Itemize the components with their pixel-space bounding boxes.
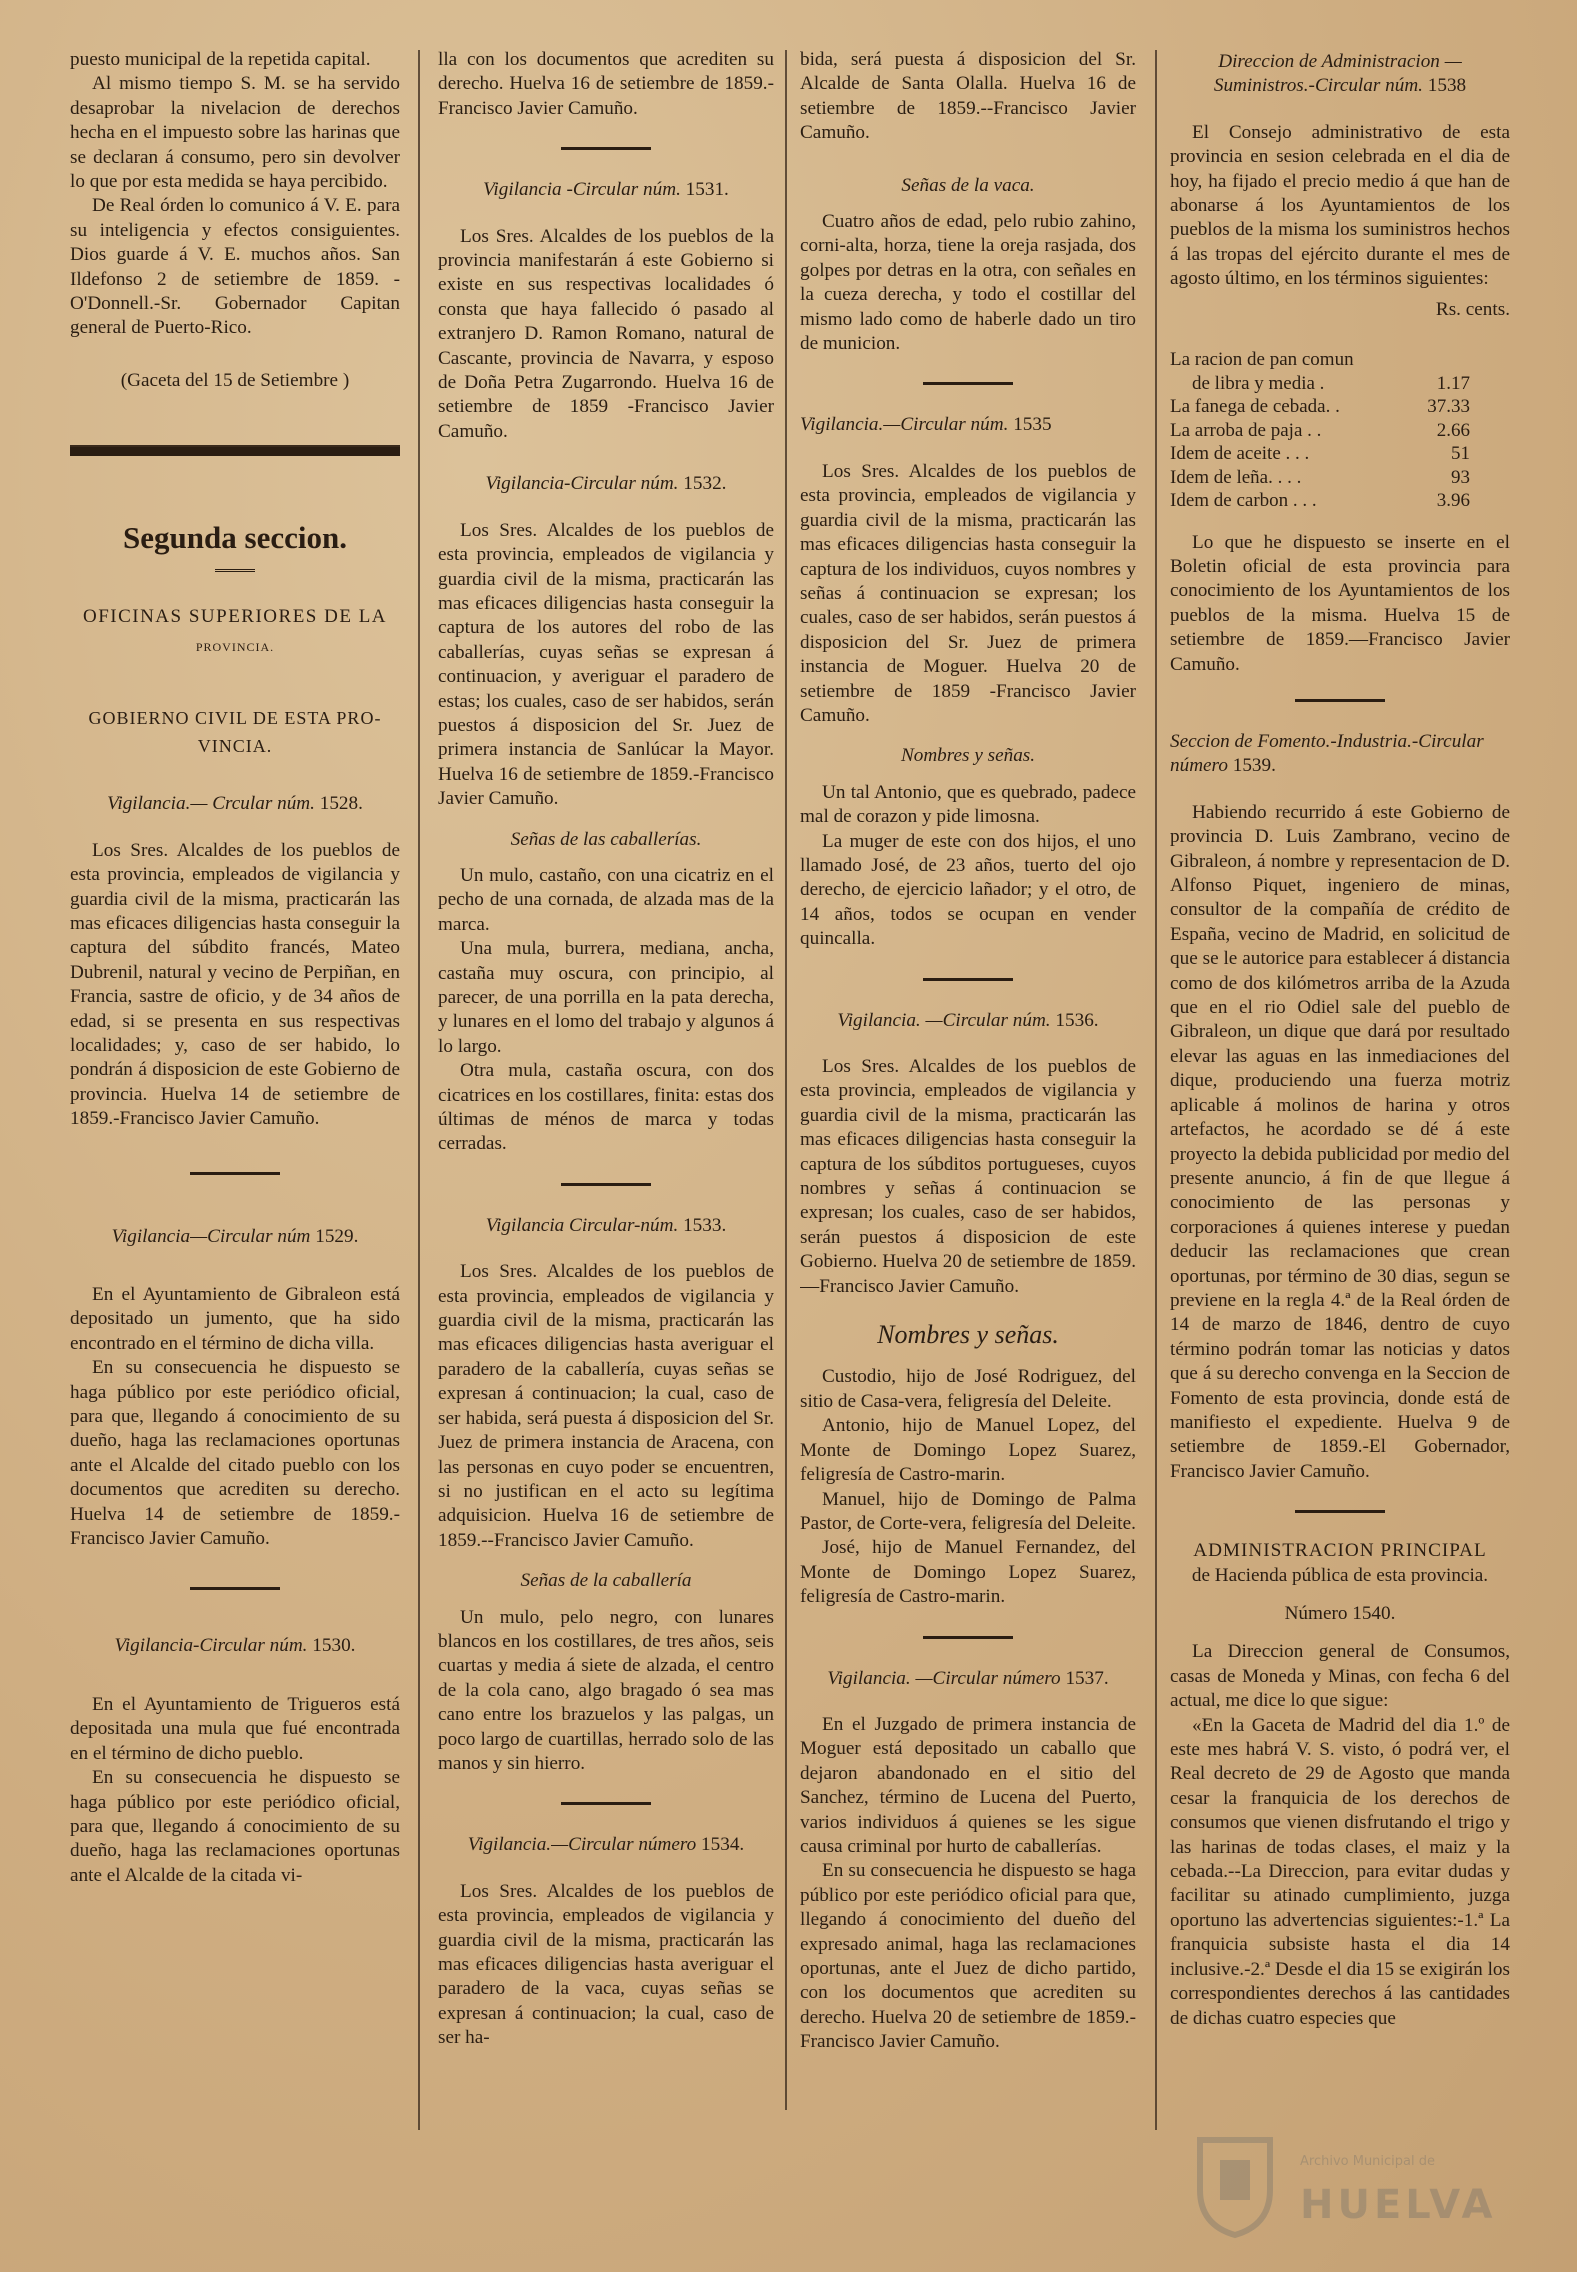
paragraph: Los Sres. Alcaldes de los pueblos de esta provincia, empleados de vigilancia y guardia civil de la misma, practicarán las mas eficaces diligencias hasta averiguar el paradero de la caballería, cuyas señas se expresan á continuacion; la cual, caso de ser habida, será puesta á disposicion del Sr. Juez de primera instancia de Aracena, con las personas en cuyo poder se encuentren, si no justifican en el acto su legítima adquisicion. Huelva 16 de setiembre de 1859.--Francisco Javier Camuño.	[438, 1261, 774, 1551]
subheading: Señas de la caballería	[520, 1570, 692, 1592]
paragraph: Un tal Antonio, que es quebrado, padece mal de corazon y pide limosna.	[800, 781, 1136, 828]
column-3	[800, 48, 1136, 2198]
circular-heading	[1170, 50, 1510, 99]
paragraph: Habiendo recurrido á este Gobierno de provincia D. Luis Zambrano, vecino de Gibraleon, á nombre y representacion de D. Alfonso Piquet, ingeniero de minas, consultor de la compañía de crédito de España, vecino de Madrid, en solicitud de que se le autorice para establecer á distancia como de dos kilómetros arriba de la Azuda que en el rio Odiel sale del pueblo de Gibraleon, un dique que dará por resultado elevar las aguas en las inmediaciones del dique, produciendo una fuerza motriz aplicable á molinos de harina y otros artefactos, he acordado se dé á este proyecto la debida publicidad por medio del presente anuncio, á fin de que llegue á conocimiento de las personas y corporaciones á quienes interese y puedan deducir las reclamaciones que crean oportunas, por término de 30 dias, segun se previene en la regla 4.ª de la Real órden de 14 de marzo de 1846, dentro de cuyo término podrán tomar las noticias y datos que á su derecho convenga en la Seccion de Fomento de esta provincia, donde está de manifiesto el expediente. Huelva 9 de setiembre de 1859.-El Gobernador, Francisco Javier Camuño.	[1170, 801, 1510, 1482]
paragraph: La Direccion general de Consumos, casas de Moneda y Minas, con fecha 6 del actual, me dice lo que sigue:	[1170, 1641, 1510, 1712]
price-item: La arroba de paja . .	[1170, 419, 1322, 441]
paragraph: La muger de este con dos hijos, el uno llamado José, de 23 años, tuerto del ojo derecho, de ejercicio lañador; y el otro, de 14 años, todos se ocupan en vender quincalla.	[800, 830, 1136, 950]
paragraph: Antonio, hijo de Manuel Lopez, del Monte de Domingo Lopez Suarez, feligresía de Castro-marin.	[800, 1415, 1136, 1486]
watermark-title: HUELVA	[1300, 2182, 1497, 2228]
price-item: Idem de leña. . . .	[1170, 466, 1302, 488]
circular-number: 1532.	[683, 473, 727, 495]
offices-heading: OFICINAS SUPERIORES DE LA	[82, 605, 388, 627]
circular-label: Vigilancia.— Crcular núm.	[107, 793, 315, 815]
column-2	[438, 48, 774, 2198]
paragraph: Lo que he dispuesto se inserte en el Boletin oficial de esta provincia para conocimiento de los Ayuntamientos de los pueblos de la misma. Huelva 15 de setiembre de 1859.—Francisco Javier Camuño.	[1170, 531, 1510, 675]
paragraph: En el Juzgado de primera instancia de Moguer está depositado un caballo que dejaron abandonado en el sitio del Sanchez, término de Lucena del Puerto, varios individuos á quienes se les sigue causa criminal por hurto de caballerías.	[800, 1713, 1136, 1857]
subheading: Señas de la vaca.	[901, 174, 1035, 196]
column-1	[70, 48, 400, 2198]
names-heading: Nombres y señas.	[877, 1320, 1059, 1350]
gobierno-heading	[70, 706, 400, 759]
price-table	[1170, 348, 1510, 513]
column-divider	[1155, 50, 1157, 2130]
circular-heading	[800, 1009, 1136, 1033]
circular-label: Vigilancia—Circular núm	[111, 1225, 311, 1247]
circular-label: Vigilancia. —Circular número	[827, 1667, 1061, 1689]
short-rule	[923, 978, 1013, 981]
paragraph: Al mismo tiempo S. M. se ha servido desaprobar la nivelacion de derechos hecha en el impuesto sobre las harinas que se declaran á consumo, pero sin devolver lo que por esta medida se haya percibido.	[70, 73, 400, 193]
number-heading: Número 1540.	[1284, 1603, 1396, 1624]
admin-heading: ADMINISTRACION PRINCIPAL	[1193, 1540, 1487, 1562]
paragraph: lla con los documentos que acrediten su derecho. Huelva 16 de setiembre de 1859.-Francisco Javier Camuño.	[438, 49, 774, 119]
paragraph: De Real órden lo comunico á V. E. para su inteligencia y efectos consiguientes. Dios guarde á V. E. muchos años. San Ildefonso 2 de setiembre de 1859. -O'Donnell.-Sr. Gobernador Capitan general de Puerto-Rico.	[70, 195, 400, 339]
circular-heading	[70, 1634, 400, 1658]
price-item: La racion de pan comun	[1170, 349, 1354, 371]
circular-label: Vigilancia-Circular núm.	[485, 473, 679, 495]
circular-label: Seccion de Fomento.-Industria.-Circular número	[1170, 731, 1484, 777]
circular-heading	[800, 413, 1136, 437]
archive-watermark	[1190, 2130, 1520, 2240]
circular-heading	[70, 1225, 400, 1249]
paragraph: «En la Gaceta de Madrid del dia 1.º de este mes habrá V. S. visto, ó podrá ver, el Real decreto de 29 de Agosto que manda cesar la franquicia de los derechos de consumos que vienen disfrutando el trigo y las harinas de todas clases, el maiz y la cebada.--La Direccion, para evitar dudas y facilitar su atinado cumplimiento, juzga oportuno las advertencias siguientes:-1.ª La franquicia subsiste hasta el dia 14 inclusive.-2.ª Desde el dia 15 se exigirán los correspondientes derechos á las cantidades de dichas cuatro especies que	[1170, 1714, 1510, 2029]
paragraph: Los Sres. Alcaldes de los pueblos de esta provincia, empleados de vigilancia y guardia civil de la misma, practicarán las mas eficaces diligencias hasta conseguir la captura del súbdito francés, Mateo Dubrenil, natural y vecino de Perpiñan, en Francia, sastre de oficio, y de 34 años de edad, si se presenta en sus respectivas localidades; y, caso de ser habido, lo pondrán á disposicion de este Gobierno de provincia. Huelva 14 de setiembre de 1859.-Francisco Javier Camuño.	[70, 839, 400, 1130]
admin-subheading: de Hacienda pública de esta provincia.	[1191, 1564, 1489, 1586]
watermark-subtitle: Archivo Municipal de	[1300, 2154, 1436, 2169]
gobierno-line-2: VINCIA.	[197, 735, 273, 756]
short-rule	[923, 1636, 1013, 1639]
circular-number: 1533.	[683, 1214, 727, 1236]
circular-number: 1530.	[312, 1635, 356, 1657]
price-header: Rs. cents.	[1435, 298, 1510, 320]
gazette-source: (Gaceta del 15 de Setiembre )	[120, 369, 350, 391]
price-value: 3.96	[1436, 490, 1470, 512]
short-rule	[561, 1183, 651, 1186]
column-divider	[418, 50, 420, 2130]
price-value: 1.17	[1436, 372, 1470, 394]
paragraph: Los Sres. Alcaldes de los pueblos de esta provincia, empleados de vigilancia y guardia civil de la misma, practicarán las mas eficaces diligencias hasta conseguir la captura de los autores del robo de las caballerías, cuyas señas se expresan á continuacion, y averiguar el paradero de estas; los cuales, caso de ser habidos, serán puestos á disposicion del Sr. Juez de primera instancia de Sanlúcar la Mayor. Huelva 16 de setiembre de 1859.-Francisco Javier Camuño.	[438, 519, 774, 810]
paragraph: En el Ayuntamiento de Trigueros está depositada una mula que fué encontrada en el término de dicho pueblo.	[70, 1693, 400, 1764]
paragraph: Manuel, hijo de Domingo de Palma Pastor, de Corte-vera, feligresía del Deleite.	[800, 1488, 1136, 1534]
paragraph: Cuatro años de edad, pelo rubio zahino, corni-alta, horza, tiene la oreja rasjada, dos golpes por detras en la otra, con señales en la cueza derecha, y todo el costillar del mismo lado como de haberle dado un tiro de municion.	[800, 211, 1136, 355]
circular-heading	[438, 1214, 774, 1238]
gobierno-line-1: GOBIERNO CIVIL DE ESTA PRO-	[88, 707, 382, 728]
price-value: 51	[1451, 443, 1470, 465]
price-value: 93	[1451, 466, 1470, 488]
province-heading: PROVINCIA.	[195, 640, 275, 655]
short-rule	[190, 1172, 280, 1175]
ornament-dash	[215, 569, 255, 575]
short-rule	[1295, 1510, 1385, 1513]
paragraph: Custodio, hijo de José Rodriguez, del sitio de Casa-vera, feligresía del Deleite.	[800, 1366, 1136, 1412]
paragraph: Los Sres. Alcaldes de los pueblos de esta provincia, empleados de vigilancia y guardia civil de la misma, practicarán las mas eficaces diligencias hasta averiguar el paradero de la vaca, cuyas señas se expresan á continuacion; la cual, caso de ser ha-	[438, 1880, 774, 2049]
circular-number: 1536.	[1055, 1009, 1099, 1031]
circular-heading	[70, 792, 400, 816]
section-rule	[70, 445, 400, 456]
paragraph: En su consecuencia he dispuesto se haga público por este periódico oficial, para que, llegando á conocimiento de su dueño, haga las reclamaciones oportunas ante el Alcalde del citado pueblo con los documentos que acrediten su derecho. Huelva 14 de setiembre de 1859.-Francisco Javier Camuño.	[70, 1357, 400, 1550]
short-rule	[190, 1587, 280, 1590]
paragraph: En el Ayuntamiento de Gibraleon está depositado un jumento, que ha sido encontrado en el término de dicha villa.	[70, 1284, 400, 1354]
circular-heading	[438, 472, 774, 496]
paragraph: Los Sres. Alcaldes de los pueblos de la provincia manifestarán á este Gobierno si existe en sus respectivas localidades ó consta que haya fallecido ó pasado al extranjero D. Ramon Romano, natural de Cascante, provincia de Navarra, y esposo de Doña Petra Zugarrondo. Huelva 16 de setiembre de 1859 -Francisco Javier Camuño.	[438, 225, 774, 442]
subheading: Señas de las caballerías.	[510, 828, 702, 850]
circular-label: Vigilancia.—Circular núm.	[800, 414, 1009, 436]
paragraph: Una mula, burrera, mediana, ancha, castaña muy oscura, con principio, al parecer, de una porrilla en la pata derecha, y lunares en el lomo del trabajo y algunos á lo largo.	[438, 938, 774, 1057]
paragraph: El Consejo administrativo de esta provincia en sesion celebrada en el dia de hoy, ha fijado el precio medio á que han de abonarse á los Ayuntamientos de los pueblos de la misma los suministros hechos á las tropas del ejército durante el mes de agosto último, en los términos siguientes:	[1170, 121, 1510, 290]
circular-number: 1528.	[319, 793, 363, 815]
circular-number: 1535	[1013, 414, 1052, 436]
circular-heading	[438, 178, 774, 202]
price-item: Idem de aceite . . .	[1170, 443, 1310, 465]
price-row	[1170, 395, 1510, 419]
circular-number: 1534.	[701, 1834, 745, 1856]
paragraph: puesto municipal de la repetida capital.	[70, 49, 371, 70]
coat-of-arms-icon	[1190, 2130, 1280, 2240]
circular-label: Vigilancia-Circular núm.	[114, 1635, 308, 1657]
column-4	[1170, 48, 1510, 2198]
circular-label: Vigilancia Circular-núm.	[485, 1214, 679, 1236]
paragraph: José, hijo de Manuel Fernandez, del Monte de Domingo Lopez Suarez, feligresía de Castro-marin.	[800, 1537, 1136, 1608]
paragraph: En su consecuencia he dispuesto se haga público por este periódico oficial, para que, llegando á conocimiento de su dueño, haga las reclamaciones oportunas ante el Alcalde de la citada vi-	[70, 1767, 400, 1886]
price-row	[1170, 348, 1510, 372]
circular-label: Direccion de Administracion —Suministros.-Circular núm.	[1213, 51, 1462, 97]
circular-number: 1538	[1427, 75, 1467, 97]
paragraph: Un mulo, castaño, con una cicatriz en el pecho de una cornada, de alzada mas de la marca.	[438, 864, 774, 935]
short-rule	[923, 382, 1013, 385]
price-row	[1170, 442, 1510, 466]
paragraph: Un mulo, pelo negro, con lunares blancos en los costillares, de tres años, seis cuartas y media á siete de alzada, el centro de la cola cano, algo bragado ó sea mas cano entre los brazuelos y las palgas, un poco largo de cuartillas, herrado solo de las manos y sin hierro.	[438, 1606, 774, 1774]
short-rule	[561, 1802, 651, 1805]
price-value: 2.66	[1436, 419, 1470, 441]
price-item: La fanega de cebada. .	[1170, 396, 1340, 418]
circular-number: 1529.	[315, 1225, 359, 1247]
circular-label: Vigilancia. —Circular núm.	[837, 1009, 1051, 1031]
circular-number: 1531.	[685, 179, 729, 201]
paragraph: bida, será puesta á disposicion del Sr. Alcalde de Santa Olalla. Huelva 16 de setiembre de 1859.--Francisco Javier Camuño.	[800, 49, 1136, 144]
paragraph: En su consecuencia he dispuesto se haga público por este periódico oficial para que, llegando á conocimiento del dueño del expresado animal, haga las reclamaciones oportunas, ante el Juez de dicho partido, con los documentos que acrediten su derecho. Huelva 20 de setiembre de 1859.-Francisco Javier Camuño.	[800, 1860, 1136, 2053]
subheading: Nombres y señas.	[900, 745, 1036, 767]
price-value: 37.33	[1427, 396, 1470, 418]
column-divider	[785, 50, 787, 2110]
short-rule	[1295, 699, 1385, 702]
price-item: Idem de carbon . . .	[1170, 490, 1317, 512]
circular-label: Vigilancia -Circular núm.	[483, 179, 681, 201]
price-row	[1170, 419, 1510, 443]
circular-heading	[1170, 730, 1510, 779]
circular-number: 1537.	[1065, 1667, 1109, 1689]
price-row	[1170, 489, 1510, 513]
price-item: de libra y media .	[1192, 372, 1325, 394]
paragraph: Los Sres. Alcaldes de los pueblos de esta provincia, empleados de vigilancia y guardia civil de la misma, practicarán las mas eficaces diligencias hasta conseguir la captura de los individuos, cuyos nombres y señas á continuacion se expresan; los cuales, caso de ser habidos, serán puestos á disposicion del Sr. Juez de primera instancia de Moguer. Huelva 20 de setiembre de 1859 -Francisco Javier Camuño.	[800, 460, 1136, 726]
price-row	[1170, 372, 1510, 396]
short-rule	[561, 147, 651, 150]
section-title: Segunda seccion.	[123, 520, 347, 556]
circular-number: 1539.	[1232, 755, 1276, 777]
circular-heading	[800, 1667, 1136, 1691]
price-row	[1170, 466, 1510, 490]
paragraph: Otra mula, castaña oscura, con dos cicatrices en los costillares, finita: estas dos últimas de ménos de marca y todas cerradas.	[438, 1060, 774, 1155]
circular-heading	[438, 1833, 774, 1857]
price-value	[1404, 348, 1510, 372]
paragraph: Los Sres. Alcaldes de los pueblos de esta provincia, empleados de vigilancia y guardia civil de la misma, practicarán las mas eficaces diligencias hasta conseguir la captura de los súbditos portugueses, cuyos nombres y señas á continuacion se expresan; los cuales, caso de ser habidos, serán puestos á disposicion de este Gobierno. Huelva 20 de setiembre de 1859.—Francisco Javier Camuño.	[800, 1056, 1136, 1297]
circular-label: Vigilancia.—Circular número	[467, 1834, 697, 1856]
